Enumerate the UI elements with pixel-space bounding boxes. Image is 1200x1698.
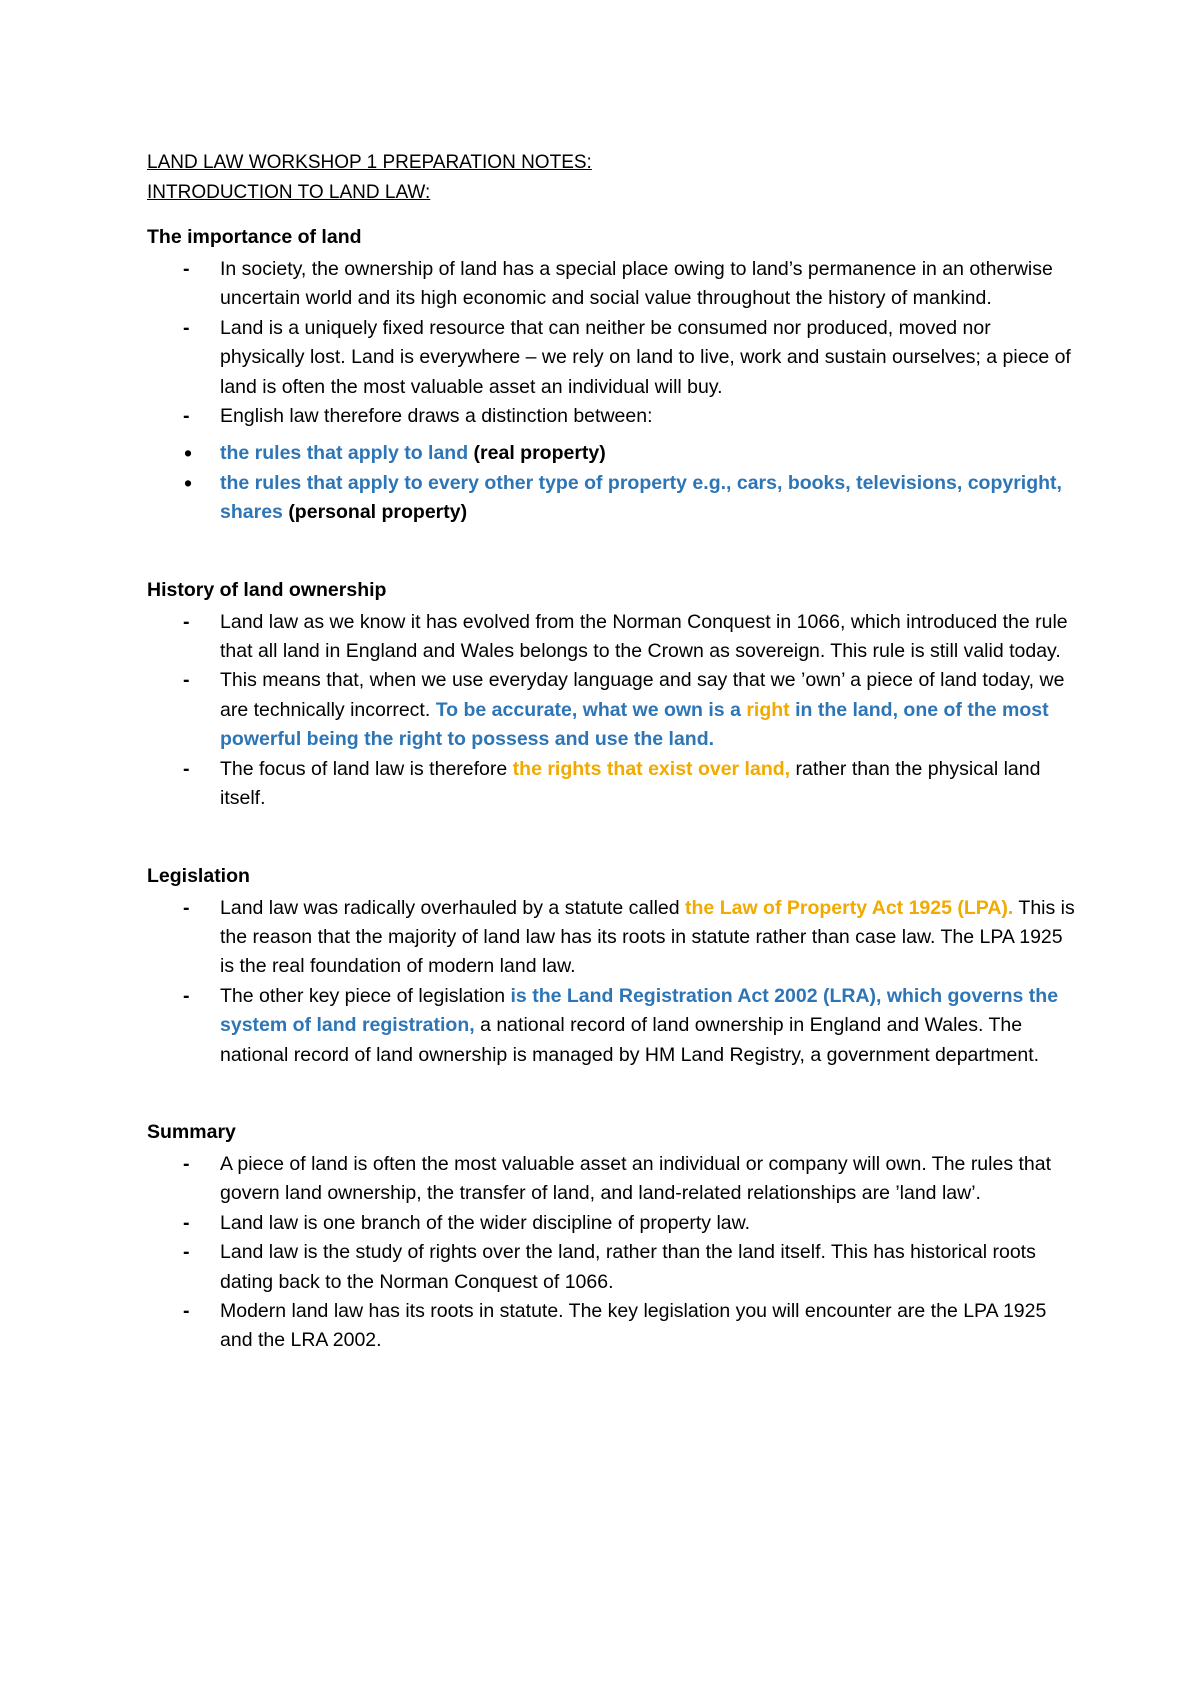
list-item-text: A piece of land is often the most valuable asset an individual or company will own. The rules that govern land ownership, the transfer of land, and land-related relationships are ’land law’. bbox=[220, 1152, 1052, 1205]
highlight-amber: the rights that exist over land, bbox=[512, 757, 791, 780]
highlight-blue: To be accurate, what we own is a bbox=[435, 698, 741, 721]
title-line-1: LAND LAW WORKSHOP 1 PREPARATION NOTES: bbox=[147, 152, 592, 173]
list-item-text: This means that, when we use everyday language and say that we ’own’ a piece of land today, we are technically incorrect. bbox=[220, 669, 1065, 721]
list-item-text: English law therefore draws a distinction between: bbox=[220, 405, 653, 428]
list-item bbox=[147, 608, 1080, 667]
bullet-list bbox=[147, 608, 1080, 814]
list-item bbox=[147, 469, 1080, 528]
bullet-list bbox=[147, 1150, 1080, 1356]
list-item bbox=[147, 1297, 1080, 1356]
list-item bbox=[147, 982, 1080, 1070]
list-item bbox=[147, 755, 1080, 814]
list-item-text: The focus of land law is therefore bbox=[220, 757, 508, 780]
list-item-text: (personal property) bbox=[288, 501, 468, 524]
highlight-blue: the rules that apply to land bbox=[220, 442, 469, 465]
list-item bbox=[147, 1150, 1080, 1209]
title-line-2: INTRODUCTION TO LAND LAW: bbox=[147, 182, 431, 203]
highlight-amber: the Law of Property Act 1925 (LPA). bbox=[685, 896, 1014, 919]
list-item bbox=[147, 439, 1080, 468]
section-history bbox=[147, 575, 1080, 814]
list-item bbox=[147, 314, 1080, 402]
highlight-blue: the rules that apply to every other type of property e.g., cars, books, televisions, copyright, shares bbox=[220, 471, 1062, 524]
list-item-text: Land law is the study of rights over the land, rather than the land itself. This has historical roots dating back to the Norman Conquest of 1066. bbox=[220, 1241, 1036, 1293]
highlight-amber: right bbox=[746, 698, 790, 721]
document-title bbox=[147, 148, 1080, 208]
section-heading: Legislation bbox=[147, 864, 250, 887]
list-item-text: rather than the physical land itself. bbox=[220, 757, 1041, 810]
list-item-text: In society, the ownership of land has a special place owing to land’s permanence in an otherwise uncertain world and its high economic and social value throughout the history of mankind. bbox=[220, 258, 1053, 310]
list-item bbox=[147, 1238, 1080, 1297]
section-heading: The importance of land bbox=[147, 226, 362, 248]
list-item-text: Land is a uniquely fixed resource that can neither be consumed nor produced, moved nor physically lost. Land is everywhere – we rely on land to live, work and sustain ourselves; a piece of land is often the most valuable asset an individual will buy. bbox=[220, 316, 1071, 398]
list-item bbox=[147, 255, 1080, 314]
list-item-text: Land law as we know it has evolved from the Norman Conquest in 1066, which introduced the rule that all land in England and Wales belongs to the Crown as sovereign. This rule is still valid today. bbox=[220, 610, 1068, 663]
highlight-blue: in the land, one of the most powerful being the right to possess and use the land. bbox=[220, 698, 1049, 751]
bullet-list bbox=[147, 255, 1080, 431]
list-item-text: Modern land law has its roots in statute. The key legislation you will encounter are the LPA 1925 and the LRA 2002. bbox=[220, 1299, 1047, 1352]
highlight-blue: is the Land Registration Act 2002 (LRA), which governs the system of land registration, bbox=[220, 984, 1059, 1037]
sub-bullet-list bbox=[147, 439, 1080, 527]
list-item bbox=[147, 894, 1080, 982]
section-heading: Summary bbox=[147, 1120, 236, 1143]
list-item-text: Land law is one branch of the wider discipline of property law. bbox=[220, 1211, 751, 1234]
bullet-list bbox=[147, 894, 1080, 1070]
list-item bbox=[147, 666, 1080, 754]
section-legislation bbox=[147, 861, 1080, 1070]
section-summary bbox=[147, 1117, 1080, 1356]
section-heading: History of land ownership bbox=[147, 578, 387, 601]
list-item-text: a national record of land ownership in England and Wales. The national record of land ownership is managed by HM Land Registry, a government department. bbox=[220, 1014, 1040, 1066]
section-importance bbox=[147, 222, 1080, 528]
list-item-text: (real property) bbox=[473, 442, 606, 465]
list-item bbox=[147, 1209, 1080, 1238]
list-item-text: Land law was radically overhauled by a statute called bbox=[220, 896, 680, 919]
list-item-text: The other key piece of legislation bbox=[220, 984, 506, 1007]
list-item-text: This is the reason that the majority of land law has its roots in statute rather than case law. The LPA 1925 is the real foundation of modern land law. bbox=[220, 896, 1075, 978]
list-item bbox=[147, 402, 1080, 431]
